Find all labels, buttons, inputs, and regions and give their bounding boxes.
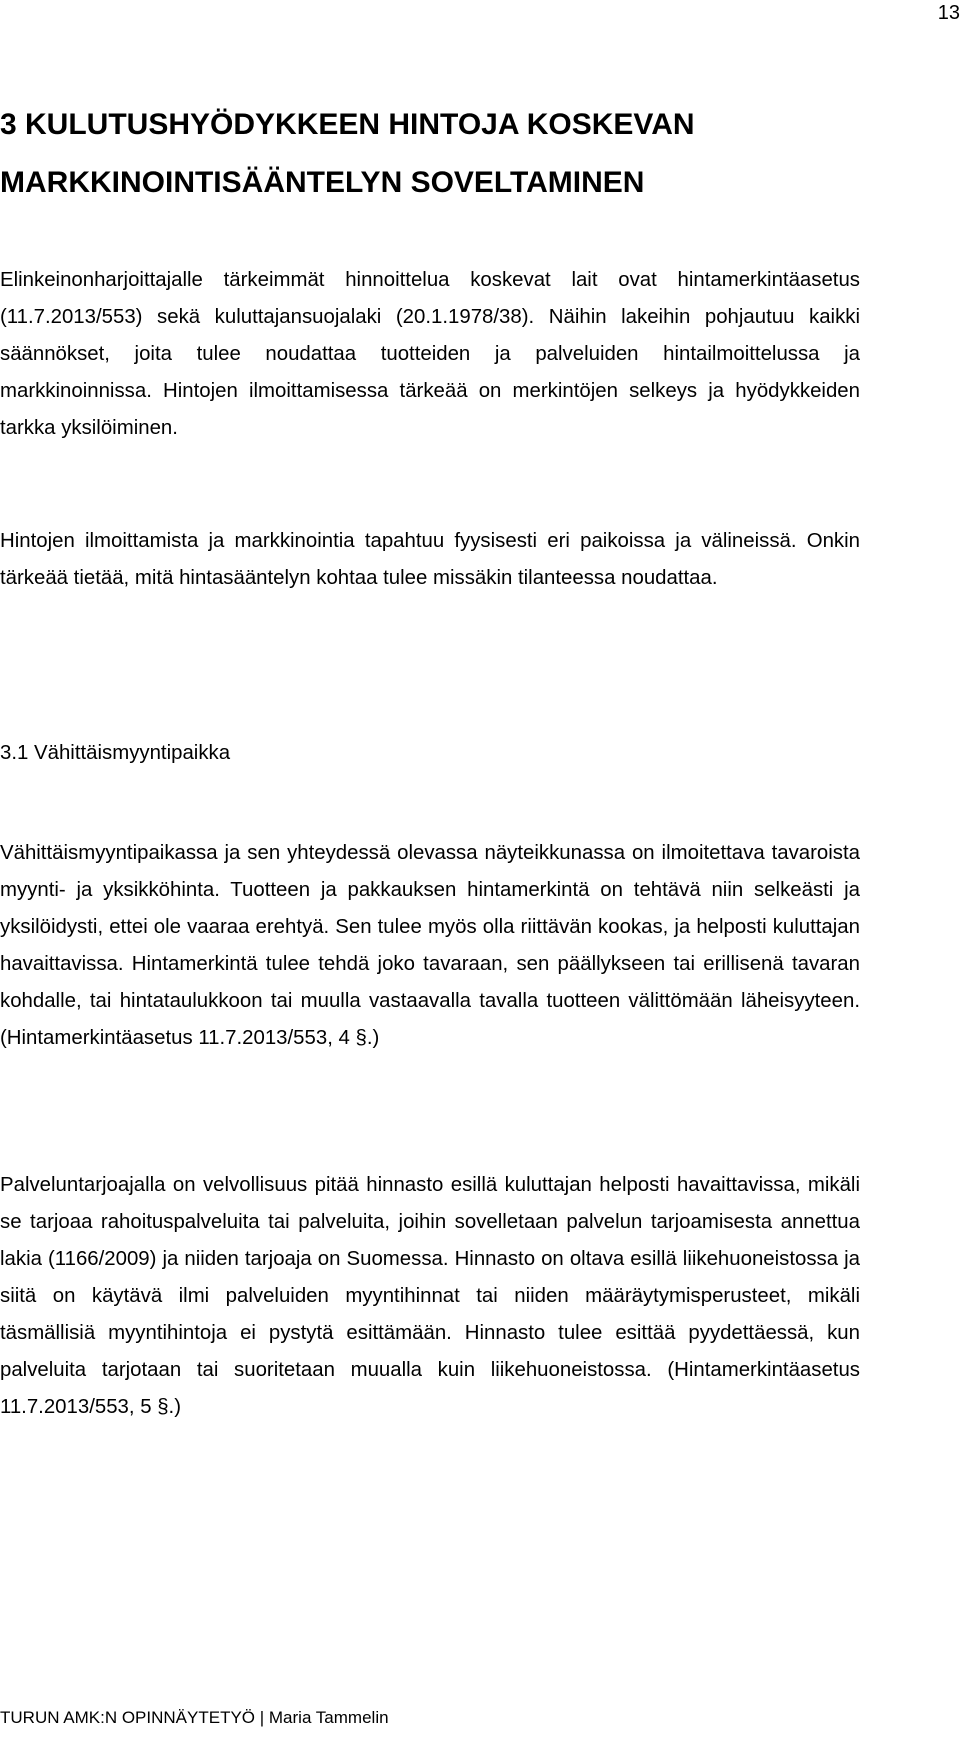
intro-paragraph-2: Hintojen ilmoittamista ja markkinointia tapahtuu fyysisesti eri paikoissa ja välineissä. Onkin tärkeää tietää, mitä hintasääntelyn kohtaa tulee missäkin tilanteessa noudattaa.	[0, 530, 860, 589]
section-paragraph-1: Vähittäismyyntipaikassa ja sen yhteydessä olevassa näyteikkunassa on ilmoitettava tavaroista myynti- ja yksikköhinta. Tuotteen ja pakkauksen hintamerkintä on tehtävä niin selkeästi ja yksilöidysti, ettei ole vaaraa erehtyä. Sen tulee myös olla riittävän kookas, ja helposti kuluttajan havaittavissa. Hintamerkintä tulee tehdä joko tavaraan, sen päällykseen tai erillisenä tavaran kohdalle, tai hintataulukkoon tai muulla vastaavalla tavalla tuotteen välittömään läheisyyteen. (Hintamerkintäasetus 11.7.2013/553, 4 §.)	[0, 842, 860, 1049]
page-number: 13	[937, 2, 960, 24]
chapter-title: 3 KULUTUSHYÖDYKKEEN HINTOJA KOSKEVAN MARKKINOINTISÄÄNTELYN SOVELTAMINEN	[0, 108, 695, 199]
footer: TURUN AMK:N OPINNÄYTETYÖ | Maria Tammelin	[0, 1708, 389, 1727]
intro-paragraph-1: Elinkeinonharjoittajalle tärkeimmät hinnoittelua koskevat lait ovat hintamerkintäasetus (11.7.2013/553) sekä kuluttajansuojalaki (20.1.1978/38). Näihin lakeihin pohjautuu kaikki säännökset, joita tulee noudattaa tuotteiden ja palveluiden hintailmoittelussa ja markkinoinnissa. Hintojen ilmoittamisessa tärkeää on merkintöjen selkeys ja hyödykkeiden tarkka yksilöiminen.	[0, 269, 860, 439]
section-paragraph-2: Palveluntarjoajalla on velvollisuus pitää hinnasto esillä kuluttajan helposti havaittavissa, mikäli se tarjoaa rahoituspalveluita tai palveluita, joihin sovelletaan palvelun tarjoamisesta annettua lakia (1166/2009) ja niiden tarjoaja on Suomessa. Hinnasto on oltava esillä liikehuoneistossa ja siitä on käytävä ilmi palveluiden myyntihinnat tai niiden määräytymisperusteet, mikäli täsmällisiä myyntihintoja ei pystytä esittämään. Hinnasto tulee esittää pyydettäessä, kun palveluita tarjotaan tai suoritetaan muualla kuin liikehuoneistossa. (Hintamerkintäasetus 11.7.2013/553, 5 §.)	[0, 1174, 860, 1418]
section-heading: 3.1 Vähittäismyyntipaikka	[0, 742, 231, 764]
